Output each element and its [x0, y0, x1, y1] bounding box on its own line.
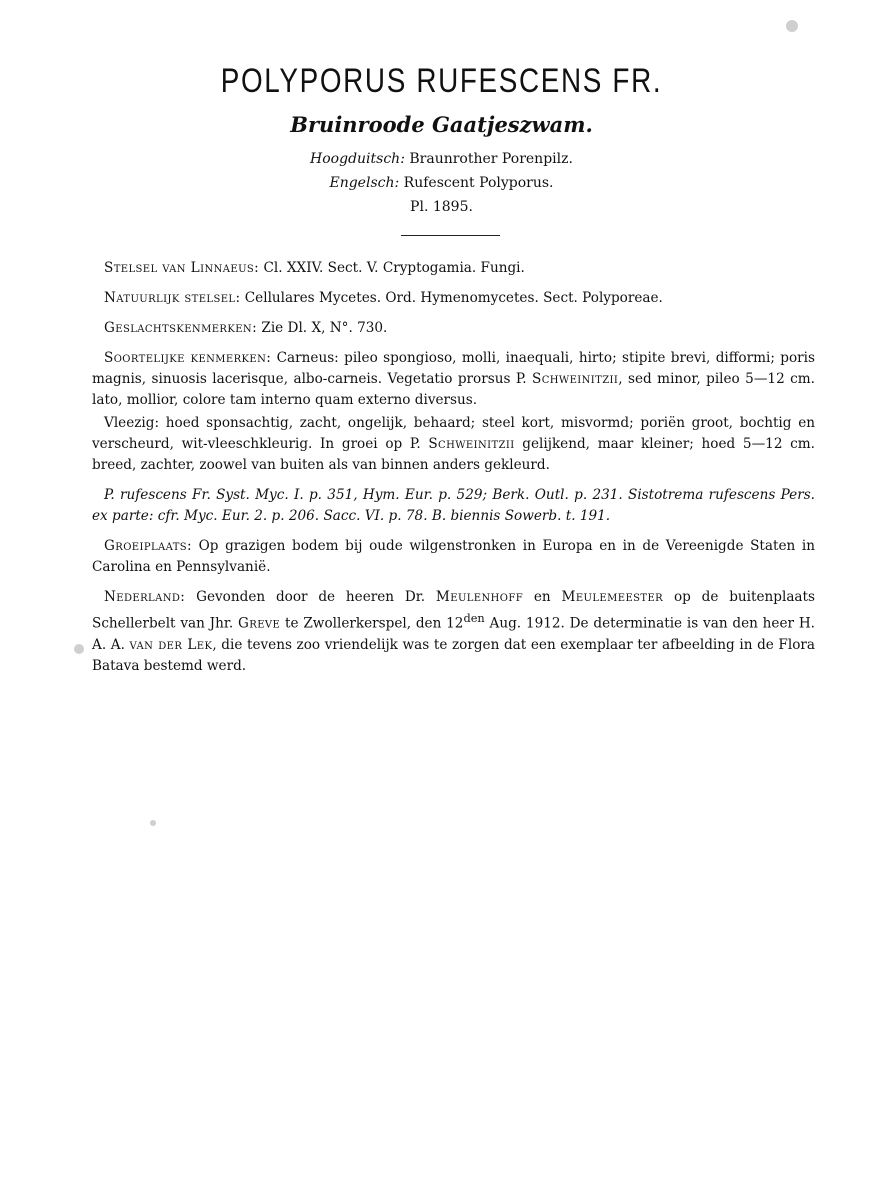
paper-speck: [74, 644, 84, 654]
person-name: Meulemeester: [561, 589, 664, 605]
paper-speck: [786, 20, 798, 32]
section-text: , sed minor, pileo 5—12 cm. lato, mollior, colore tam interno quam externo diversus.: [92, 371, 815, 408]
section-text: Vleezig: hoed sponsachtig, zacht, ongelijk, behaard; steel kort, misvormd; poriën groot, bochtig en verscheurd, wit-vleeschkleurig. In groei op P.: [92, 415, 815, 452]
english-label: Engelsch:: [329, 175, 400, 191]
section-text: Zie Dl. X, N°. 730.: [261, 320, 388, 336]
german-name-line: [0, 151, 883, 167]
description-body: [92, 258, 815, 686]
paragraph-natural-system: [92, 288, 815, 309]
section-text: op de buitenplaats Schellerbelt van Jhr.: [92, 589, 815, 632]
paragraph-genus: [92, 318, 815, 339]
species-name: Schweinitzii: [532, 371, 619, 387]
german-name: Braunrother Porenpilz.: [409, 151, 573, 167]
dutch-name: Bruinroode Gaatjeszwam.: [290, 112, 593, 137]
person-name: van der Lek: [129, 636, 213, 653]
paragraph-linnaeus: [92, 258, 815, 279]
section-label: Stelsel van Linnaeus:: [104, 260, 260, 276]
section-label: Geslachtskenmerken:: [104, 320, 258, 336]
section-text: en: [533, 589, 551, 605]
section-text: Aug. 1912. De determinatie is van den heer H. A. A.: [92, 615, 816, 653]
section-text: gelijkend, maar kleiner; hoed 5—12 cm. breed, zachter, zoowel van buiten als van binnen anders gekleurd.: [92, 436, 815, 473]
paragraph-habitat: [92, 536, 815, 578]
paragraph-netherlands: [92, 587, 815, 677]
paragraph-flesh: [92, 413, 815, 476]
section-text: Op grazigen bodem bij oude wilgenstronken in Europa en in de Vereenigde Staten in Carolina en Pennsylvanië.: [92, 538, 815, 575]
section-label: Groeiplaats:: [104, 538, 193, 554]
section-text: Cl. XXIV. Sect. V. Cryptogamia. Fungi.: [263, 260, 525, 276]
divider: [401, 235, 500, 236]
section-label: Soortelijke kenmerken:: [104, 350, 272, 366]
section-text: Gevonden door de heeren Dr.: [196, 589, 426, 605]
paragraph-references: P. rufescens Fr. Syst. Myc. I. p. 351, Hym. Eur. p. 529; Berk. Outl. p. 231. Sistotrema rufescens Pers. ex parte: cfr. Myc. Eur. 2. p. 206. Sacc. VI. p. 78. B. biennis Sowerb. t. 191.: [92, 487, 815, 524]
section-label: Natuurlijk stelsel:: [104, 290, 241, 306]
species-title: POLYPORUS RUFESCENS FR.: [220, 62, 663, 100]
section-text: Cellulares Mycetes. Ord. Hymenomycetes. Sect. Polyporeae.: [244, 290, 663, 306]
german-label: Hoogduitsch:: [310, 151, 405, 167]
paper-speck: [150, 820, 156, 826]
ordinal-suffix: den: [463, 611, 485, 625]
paragraph-species: [92, 348, 815, 411]
plate-number: Pl. 1895.: [410, 199, 473, 215]
section-text: Carneus: pileo spongioso, molli, inaequali, hirto; stipite brevi, difformi; poris magnis, sinuosis lacerisque, albo-carneis. Vegetatio prorsus P.: [92, 350, 815, 387]
section-text: te Zwollerkerspel, den 12: [285, 615, 464, 632]
section-text: , die tevens zoo vriendelijk was te zorgen dat een exemplaar ter afbeelding in de Flora Batava bestemd werd.: [92, 636, 816, 674]
english-name: Rufescent Polyporus.: [403, 175, 554, 191]
person-name: Greve: [238, 615, 281, 632]
english-name-line: [0, 175, 883, 191]
section-label: Nederland:: [104, 589, 186, 605]
person-name: Meulenhoff: [435, 589, 524, 605]
species-name: Schweinitzii: [428, 436, 515, 452]
